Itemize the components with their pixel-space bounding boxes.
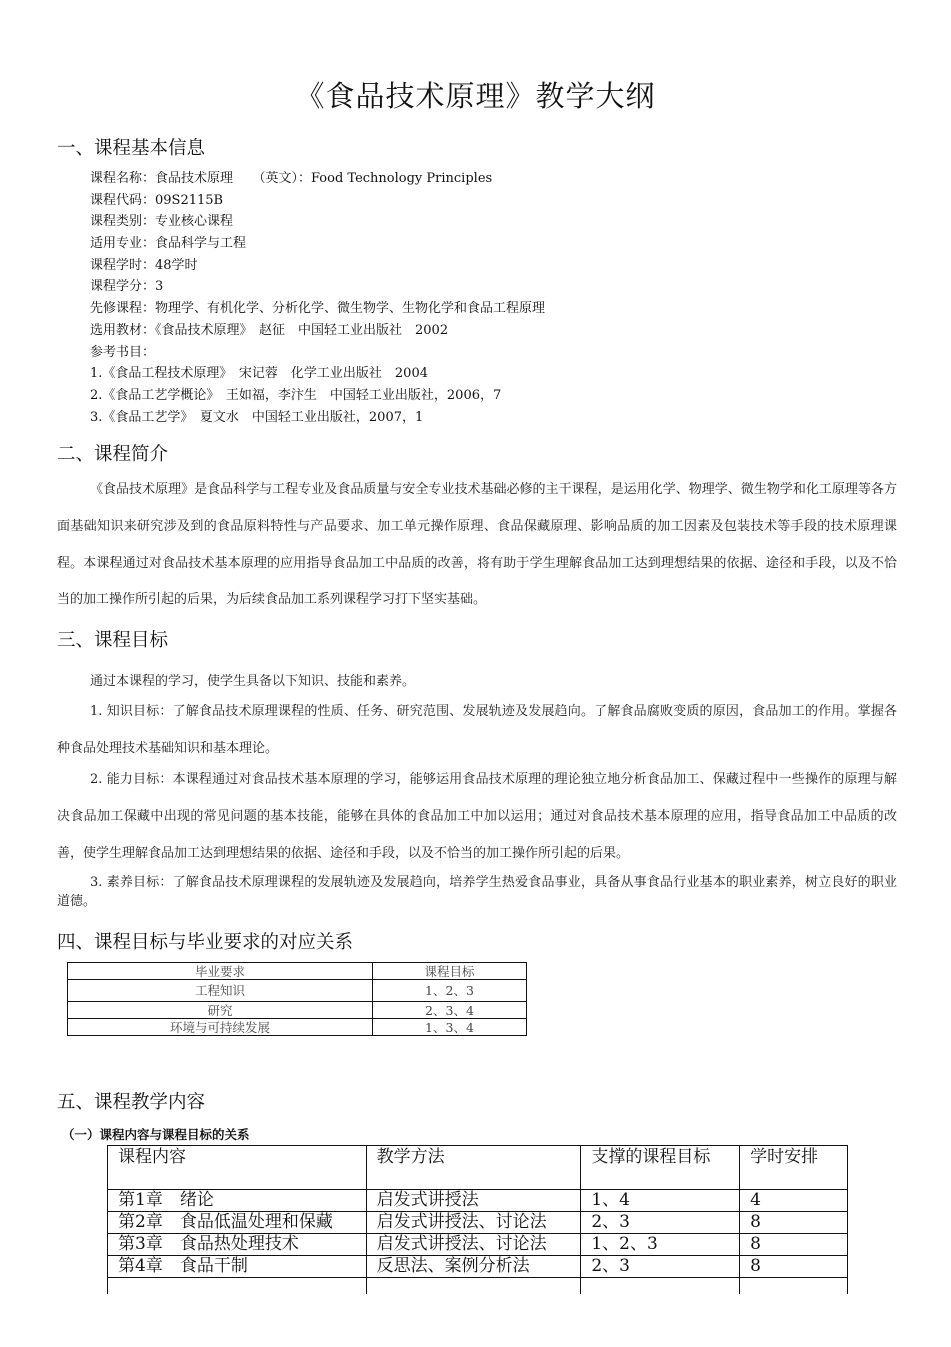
content-header-row [108,1146,848,1190]
info-reference-3: 3.《食品工艺学》 夏文水 中国轻工业出版社，2007，1 [90,409,424,425]
info-textbook: 选用教材：《食品技术原理》 赵征 中国轻工业出版社 2002 [90,322,449,338]
goal-quality-text: 3. 素养目标：了解食品技术原理课程的发展轨迹及发展趋向，培养学生热爱食品事业，具备从事食品行业基本的职业素养，树立良好的职业道德。 [57,875,897,909]
content-cell: 8 [740,1256,848,1278]
goal-knowledge [57,694,897,768]
goal-knowledge-text: 1. 知识目标：了解食品技术原理课程的性质、任务、研究范围、发展轨迹及发展趋向。了解食品腐败变质的原因，食品加工的作用。掌握各种食品处理技术基础知识和基本理论。 [57,704,897,756]
document-title: 《食品技术原理》教学大纲 [295,79,656,113]
content-cell: 8 [740,1234,848,1256]
info-references-label: 参考书目： [90,344,156,360]
info-major: 适用专业：食品科学与工程 [90,236,247,252]
mapping-cell: 2、3、4 [372,1002,526,1019]
content-cell: 2、3 [581,1256,740,1278]
goal-quality [57,874,897,911]
content-cell: 第2章 食品低温处理和保藏 [108,1212,367,1234]
goal-ability [57,762,897,872]
table-row [68,1002,527,1019]
intro-paragraph [57,472,897,619]
section-heading-goals: 三、课程目标 [57,630,169,651]
info-prerequisites: 先修课程：物理学、有机化学、分析化学、微生物学、生物化学和食品工程原理 [90,301,546,317]
content-cell: 第1章 绪论 [108,1190,367,1212]
mapping-header-goal: 课程目标 [372,963,526,980]
content-cell: 反思法、案例分析法 [366,1256,581,1278]
content-header-goal: 支撑的课程目标 [581,1146,740,1190]
content-cell-empty [108,1278,367,1295]
goals-lead: 通过本课程的学习，使学生具备以下知识、技能和素养。 [90,674,416,689]
content-header-hours: 学时安排 [740,1146,848,1190]
info-course-type: 课程类别：专业核心课程 [90,214,234,230]
content-cell: 1、4 [581,1190,740,1212]
content-header-method: 教学方法 [366,1146,581,1190]
table-row [68,1019,527,1036]
content-header-content: 课程内容 [108,1146,367,1190]
section-heading-content: 五、课程教学内容 [57,1092,206,1113]
content-cell: 启发式讲授法 [366,1190,581,1212]
table-row [108,1190,848,1212]
table-row [68,980,527,1002]
mapping-cell: 研究 [68,1002,373,1019]
table-row-empty [108,1278,848,1295]
info-credits: 课程学分：3 [90,279,164,295]
section-heading-intro: 二、课程简介 [57,444,169,465]
content-cell: 第3章 食品热处理技术 [108,1234,367,1256]
mapping-cell: 环境与可持续发展 [68,1019,373,1036]
mapping-cell: 工程知识 [68,980,373,1002]
info-reference-2: 2.《食品工艺学概论》 王如福，李汴生 中国轻工业出版社，2006，7 [90,387,502,403]
content-cell: 启发式讲授法、讨论法 [366,1234,581,1256]
content-cell: 2、3 [581,1212,740,1234]
content-cell-empty [581,1278,740,1295]
table-row [108,1234,848,1256]
content-cell: 启发式讲授法、讨论法 [366,1212,581,1234]
mapping-cell: 1、2、3 [372,980,526,1002]
mapping-header-requirement: 毕业要求 [68,963,373,980]
table-row [108,1256,848,1278]
info-course-code: 课程代码：09S2115B [90,192,224,208]
intro-text: 《食品技术原理》是食品科学与工程专业及食品质量与安全专业技术基础必修的主干课程，是运用化学、物理学、微生物学和化工原理等各方面基础知识来研究涉及到的食品原料特性与产品要求、加工单元操作原理、食品保藏原理、影响品质的加工因素及包装技术等手段的技术原理课程。本课程通过对食品技术基本原理的应用指导食品加工中品质的改善，将有助于学生理解食品加工达到理想结果的依据、途径和手段，以及不恰当的加工操作所引起的后果，为后续食品加工系列课程学习打下坚实基础。 [57,482,897,608]
content-cell: 4 [740,1190,848,1212]
info-reference-1: 1.《食品工程技术原理》 宋记蓉 化学工业出版社 2004 [90,366,428,382]
goal-ability-text: 2. 能力目标：本课程通过对食品技术基本原理的学习，能够运用食品技术原理的理论独立地分析食品加工、保藏过程中一些操作的原理与解决食品加工保藏中出现的常见问题的基本技能，能够在具体的食品加工中加以运用；通过对食品技术基本原理的应用，指导食品加工中品质的改善，使学生理解食品加工达到理想结果的依据、途径和手段，以及不恰当的加工操作所引起的后果。 [57,772,897,861]
table-row [108,1212,848,1234]
mapping-header-row [68,963,527,980]
mapping-cell: 1、3、4 [372,1019,526,1036]
content-cell-empty [740,1278,848,1295]
content-cell: 第4章 食品干制 [108,1256,367,1278]
content-cell: 8 [740,1212,848,1234]
section-heading-basic-info: 一、课程基本信息 [57,138,206,159]
content-cell: 1、2、3 [581,1234,740,1256]
content-table [107,1145,848,1294]
content-cell-empty [366,1278,581,1295]
info-course-name: 课程名称：食品技术原理 （英文）：Food Technology Principles [90,171,493,186]
info-hours: 课程学时：48学时 [90,257,198,273]
section-heading-mapping: 四、课程目标与毕业要求的对应关系 [57,932,354,953]
basic-info-list [90,168,545,428]
mapping-table [67,962,527,1036]
content-subheading: （一）课程内容与课程目标的关系 [62,1127,250,1142]
